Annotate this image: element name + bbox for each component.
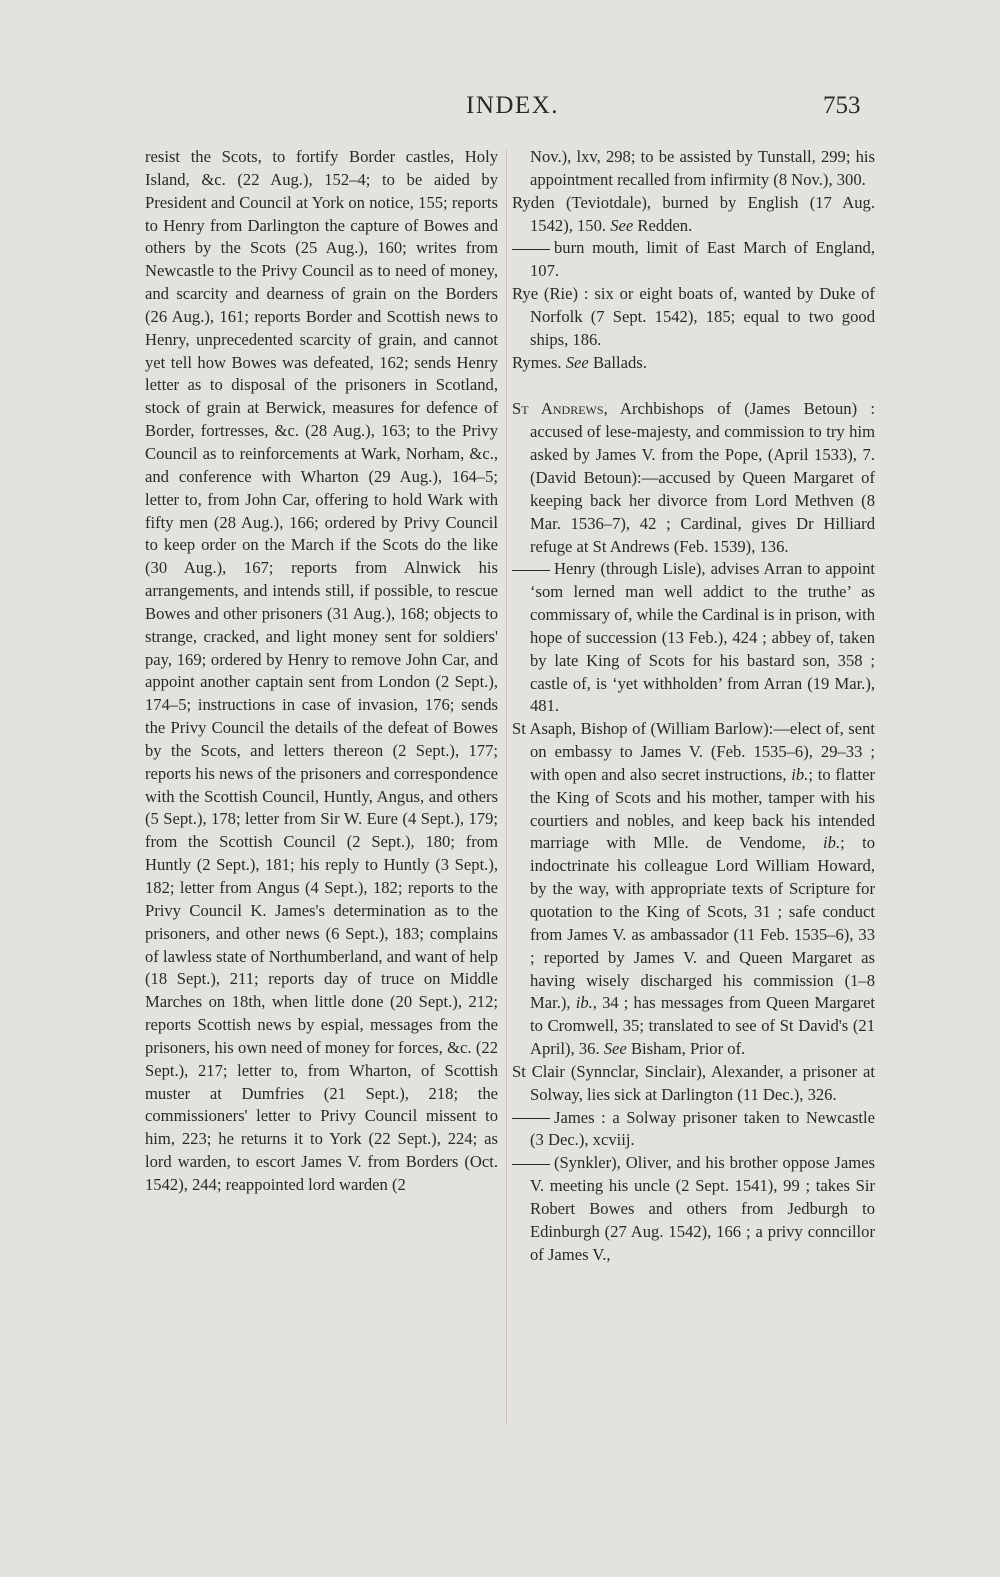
entry-text: Rymes. bbox=[512, 352, 562, 372]
ditto-dash bbox=[512, 570, 550, 571]
index-entry-ryden bbox=[512, 192, 875, 238]
index-column-right bbox=[512, 146, 875, 1267]
ibid-reference: ib. bbox=[575, 993, 593, 1013]
entry-text: ; to indoctrinate his colleague Lord William Howard, by the way, with appropriate texts of Scripture for quotation to the King of Scots, 31 ; safe conduct from James V. as ambassador (11 Feb. 1535–6), 33 ; reported by James V. and Queen Margaret as having wisely discharged his commission (1–8 Mar.), bbox=[530, 833, 876, 1013]
ibid-reference: ib. bbox=[823, 833, 841, 853]
running-head-title: INDEX. bbox=[466, 92, 560, 119]
see-reference: See bbox=[610, 215, 634, 235]
page-header bbox=[0, 92, 1000, 132]
entry-text: ; to flatter the King of Scots and his mother, tamper with his courtiers and nobles, and keep back his intended marriage with Mlle. de Vendome, bbox=[530, 764, 875, 853]
entry-text: , 34 ; has messages from Queen Margaret to Cromwell, 35; translated to see of St David's (21 April), 36. bbox=[530, 993, 875, 1059]
entry-text: burn mouth, limit of East March of England, 107. bbox=[530, 238, 875, 281]
cross-reference-target: Ballads. bbox=[592, 352, 647, 372]
index-subentry-ryden-burn-mouth bbox=[512, 237, 875, 283]
index-subentry-st-clair-oliver bbox=[512, 1152, 875, 1266]
index-entry-rymes bbox=[512, 352, 875, 375]
see-reference: See bbox=[603, 1039, 627, 1059]
index-entry-st-clair: St Clair (Synnclar, Sinclair), Alexander, a prisoner at Solway, lies sick at Darlington (11 Dec.), 326. bbox=[512, 1061, 875, 1104]
cross-reference-target: Redden. bbox=[637, 215, 693, 235]
page-number: 753 bbox=[823, 92, 861, 119]
entry-text: , Archbishops of (James Betoun) : accused of lese-majesty, and commission to try him asked by James V. from the Pope, (April 1533), 7. (David Betoun):—accused by Queen Margaret of keeping back her divorce from Lord Methven (8 Mar. 1536–7), 42 ; Cardinal, gives Dr Hilliard refuge at St Andrews (Feb. 1539), 136. bbox=[530, 399, 875, 556]
entry-text: James : a Solway prisoner taken to Newcastle (3 Dec.), xcviij. bbox=[530, 1107, 875, 1150]
entry-text: Ryden (Teviotdale), burned by English (17 Aug. 1542), 150. bbox=[512, 192, 875, 235]
index-entry-continuation: Nov.), lxv, 298; to be assisted by Tunstall, 299; his appointment recalled from infirmity (8 Nov.), 300. bbox=[530, 147, 875, 189]
ditto-dash bbox=[512, 1118, 550, 1119]
index-entry-st-asaph bbox=[512, 718, 875, 1061]
ditto-dash bbox=[512, 249, 550, 250]
index-entry-rye: Rye (Rie) : six or eight boats of, wanted by Duke of Norfolk (7 Sept. 1542), 185; equal to two good ships, 186. bbox=[512, 284, 875, 349]
index-entry-st-andrews bbox=[512, 398, 875, 558]
cross-reference-target: Bisham, Prior of. bbox=[630, 1039, 746, 1059]
entry-text: St Asaph, Bishop of (William Barlow):—elect of, sent on embassy to James V. (Feb. 1535–6), 29–33 ; with open and also secret instructions, bbox=[512, 719, 875, 784]
ibid-reference: ib. bbox=[791, 764, 809, 784]
index-subentry-st-andrews bbox=[512, 558, 875, 718]
index-entry-continuation: resist the Scots, to fortify Border castles, Holy Island, &c. (22 Aug.), 152–4; to be aided by President and Council at York on notice, 155; reports to Henry from Darlington the capture of Bowes and others by the Scots (25 Aug.), 160; writes from Newcastle to the Privy Council as to need of money, and scarcity and dearness of grain on the Borders (26 Aug.), 161; reports Border and Scottish news to Henry, unprecedented scarcity of grain, and cannot yet tell how Bowes was defeated, 162; sends Henry letter as to disposal of the prisoners in Scotland, stock of grain at Berwick, measures for defence of Border, fortresses, &c. (28 Aug.), 163; to the Privy Council as to reinforcements at Wark, Norham, &c., and conference with Wharton (29 Aug.), 164–5; letter to, from John Car, offering to hold Wark with fifty men (28 Aug.), 166; ordered by Privy Council to keep order on the March if the Scots do the like (30 Aug.), 167; reports from Alnwick his arrangements, and intends still, if possible, to rescue Bowes and other prisoners (31 Aug.), 168; objects to strange, cracked, and light money sent for soldiers' pay, 169; ordered by Henry to remove John Car, and appoint another captain sent from London (2 Sept.), 174–5; instructions in case of invasion, 176; sends the Privy Council the details of the defeat of Bowes by the Scots, and letters thereon (2 Sept.), 177; reports his news of the prisoners and correspondence with the Scottish Council, Huntly, Angus, and others (5 Sept.), 178; letter from Sir W. Eure (4 Sept.), 179; from the Scottish Council (2 Sept.), 180; from Huntly (2 Sept.), 181; his reply to Huntly (3 Sept.), 182; letter from Angus (4 Sept.), 182; reports to the Privy Council K. James's determination as to the prisoners, and other news (6 Sept.), 183; complains of lawless state of Northumberland, and want of help (18 Sept.), 211; reports day of truce on Middle Marches on 18th, when little done (20 Sept.), 212; reports Scottish news by espial, messages from the prisoners, his own need of money for forces, &c. (22 Sept.), 217; letter to, from Wharton, of Scottish muster at Dumfries (21 Sept.), 218; the commissioners' letter to Privy Council missent to him, 223; he returns it to York (22 Sept.), 224; as lord warden, to escort James V. from Borders (Oct. 1542), 244; reappointed lord warden (2 bbox=[145, 147, 498, 1194]
index-column-left bbox=[145, 146, 498, 1197]
column-divider bbox=[506, 150, 507, 1425]
see-reference: See bbox=[565, 352, 589, 372]
ditto-dash bbox=[512, 1164, 550, 1165]
entry-text: (Synkler), Oliver, and his brother oppose James V. meeting his uncle (2 Sept. 1541), 99 ; takes Sir Robert Bowes and others from Jedburgh to Edinburgh (27 Aug. 1542), 166 ; a privy conncillor of James V., bbox=[530, 1153, 875, 1264]
entry-text: Henry (through Lisle), advises Arran to appoint ‘som lerned man well addict to the truthe’ as commissary of, while the Cardinal is in prison, with hope of succession (13 Feb.), 424 ; abbey of, taken by late King of Scots for his bastard son, 358 ; castle of, is ‘yet withholden’ from Arran (19 Mar.), 481. bbox=[530, 559, 875, 716]
index-subentry-st-clair-james bbox=[512, 1107, 875, 1153]
entry-heading: St Andrews bbox=[512, 399, 604, 419]
